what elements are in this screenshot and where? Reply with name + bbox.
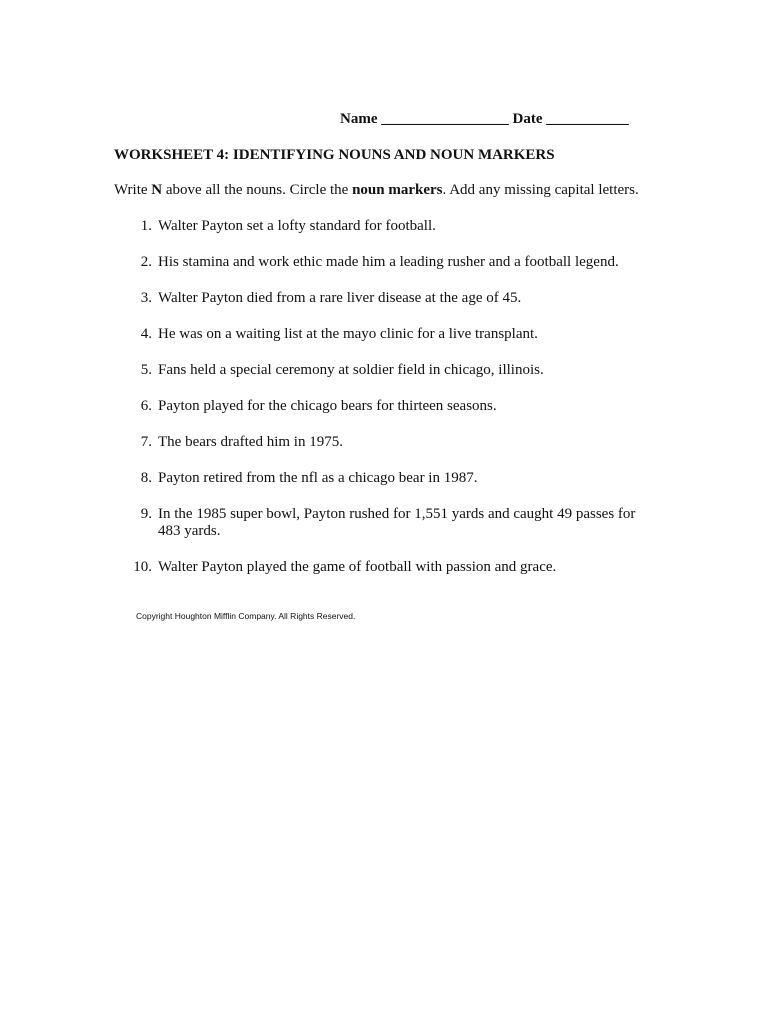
name-date-line [340,111,629,128]
question-item [114,362,654,379]
instructions-part-1: Write [114,182,152,198]
question-item [114,434,654,451]
question-text: Payton played for the chicago bears for thirteen seasons. [158,398,497,414]
question-number: 2. [140,254,152,270]
instructions-part-2: above all the nouns. Circle the [162,182,353,198]
worksheet-title: WORKSHEET 4: IDENTIFYING NOUNS AND NOUN MARKERS [114,147,555,163]
question-item [114,398,654,415]
question-text: He was on a waiting list at the mayo clinic for a live transplant. [158,326,538,342]
question-number: 1. [140,218,152,234]
question-number: 5. [140,362,152,378]
instructions-bold-n: N [151,182,163,198]
question-item [114,506,654,540]
question-number: 8. [140,470,152,486]
question-text: In the 1985 super bowl, Payton rushed for 1,551 yards and caught 49 passes for 483 yards. [158,506,636,539]
instructions-bold-noun-markers: noun markers [352,182,443,198]
question-list [114,218,654,595]
date-blank: ___________ [546,111,629,127]
question-item [114,559,654,576]
question-item [114,254,654,271]
question-item [114,218,654,235]
question-text: His stamina and work ethic made him a leading rusher and a football legend. [158,254,619,270]
question-number: 3. [140,290,152,306]
question-number: 9. [140,506,152,522]
question-text: The bears drafted him in 1975. [158,434,343,450]
question-number: 7. [140,434,152,450]
question-item [114,290,654,307]
question-text: Walter Payton died from a rare liver disease at the age of 45. [158,290,522,306]
question-text: Payton retired from the nfl as a chicago bear in 1987. [158,470,478,486]
name-blank: _________________ [381,111,509,127]
question-text: Walter Payton played the game of football with passion and grace. [158,559,557,575]
copyright-notice: Copyright Houghton Mifflin Company. All Rights Reserved. [136,611,356,621]
question-item [114,326,654,343]
question-item [114,470,654,487]
instructions [114,182,639,199]
question-number: 4. [140,326,152,342]
question-number: 6. [140,398,152,414]
question-text: Fans held a special ceremony at soldier field in chicago, illinois. [158,362,544,378]
question-text: Walter Payton set a lofty standard for football. [158,218,436,234]
name-label: Name [340,111,378,127]
date-label: Date [512,111,543,127]
question-number: 10. [133,559,152,575]
instructions-part-3: . Add any missing capital letters. [442,182,639,198]
